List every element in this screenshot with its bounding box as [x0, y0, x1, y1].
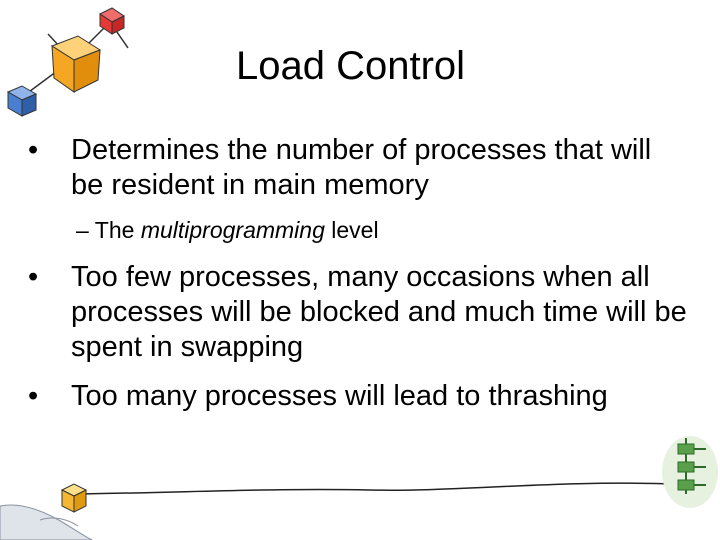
bullet-marker: •	[28, 134, 39, 166]
bullet-item	[28, 260, 708, 365]
bullet-item	[28, 379, 708, 414]
sub-bullet-emphasis: multiprogramming	[140, 217, 325, 243]
bullet-item	[28, 133, 688, 203]
slide-title: Load Control	[236, 44, 466, 88]
sub-bullet-suffix: level	[324, 217, 379, 243]
bullet-text: Determines the number of processes that will be resident in main memory	[71, 134, 652, 201]
cube-network-icon	[0, 0, 150, 130]
sub-bullet-prefix: The	[94, 217, 141, 243]
sub-bullet-item	[76, 215, 379, 245]
sub-bullet-marker: –	[76, 217, 89, 243]
horizon-line	[80, 470, 680, 500]
bullet-text: Too many processes will lead to thrashing	[71, 380, 608, 412]
hand-cube-icon	[0, 476, 110, 540]
bullet-marker: •	[28, 380, 39, 412]
bullet-marker: •	[28, 261, 39, 293]
flowchart-icon	[660, 432, 720, 540]
bullet-text: Too few processes, many occasions when all processes will be blocked and much time will be spent in swapping	[71, 261, 687, 363]
